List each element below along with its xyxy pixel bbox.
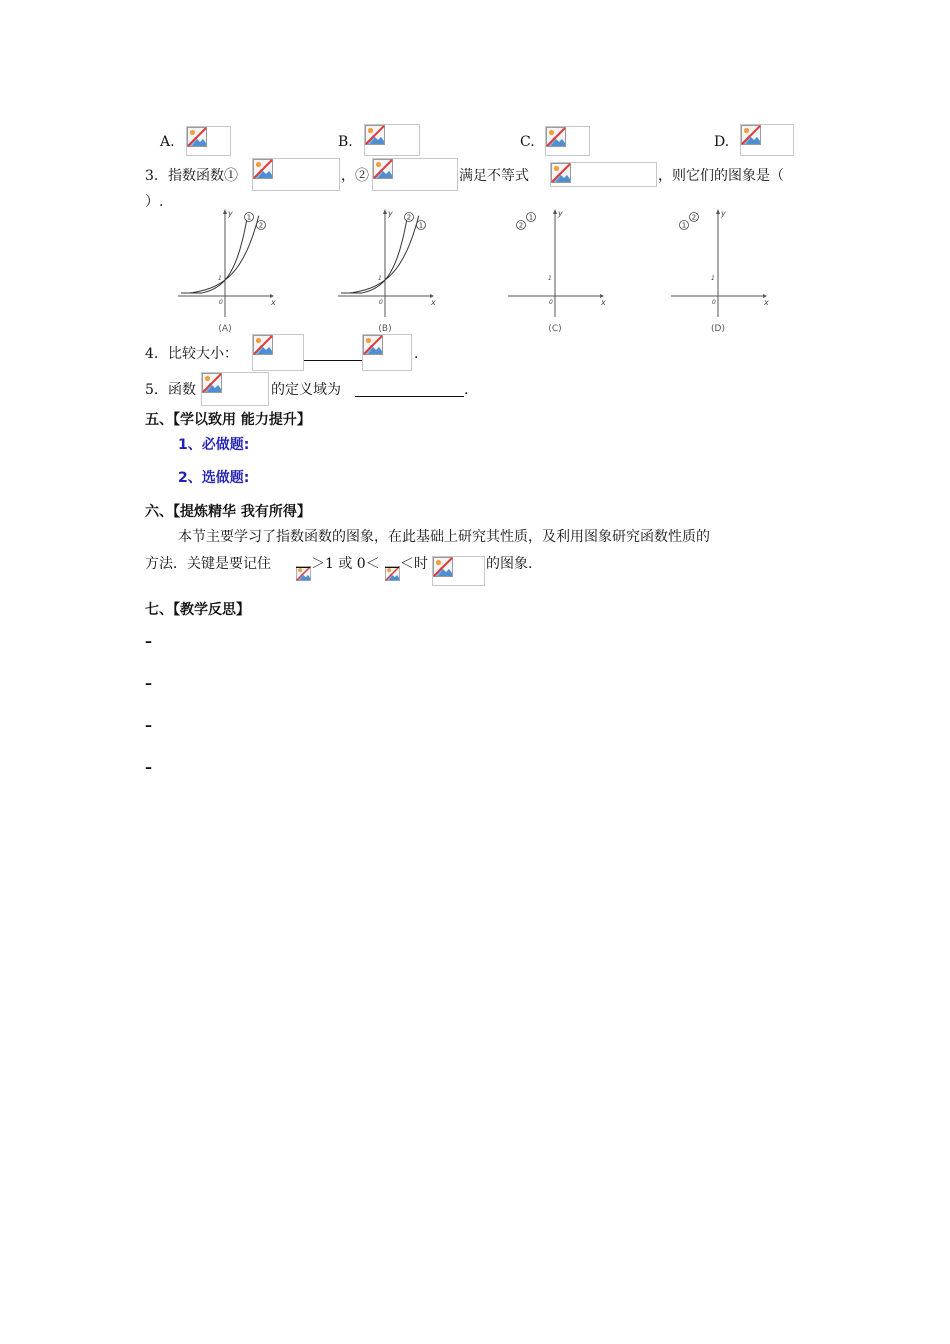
- y-axis-label: y: [388, 209, 393, 218]
- graph-caption: (A): [218, 324, 232, 334]
- one-label: 1: [548, 275, 552, 282]
- q3-text-1: 指数函数①: [168, 168, 238, 184]
- q3-text-3: 满足不等式: [459, 168, 529, 184]
- option-d-label: D.: [714, 134, 730, 150]
- x-axis-label: x: [601, 298, 606, 307]
- reflection-dash-2: –: [145, 676, 152, 692]
- graph-caption: (D): [711, 324, 725, 334]
- curve-tag-label: 1: [418, 221, 424, 230]
- graph-4: [671, 209, 769, 334]
- option-a-label: A.: [160, 134, 175, 150]
- curve-tag-label: 2: [258, 221, 264, 230]
- q4-answer-blank: [304, 360, 362, 361]
- q3-text-2: ，②: [341, 168, 369, 184]
- q3-number: 3.: [145, 168, 159, 184]
- q4-text: 比较大小：: [168, 346, 238, 362]
- section-6-line-2a: 方法．关键是要记住: [145, 556, 271, 572]
- one-label: 1: [711, 275, 715, 282]
- broken-image-icon: [296, 566, 311, 581]
- q4-expr-2-image: [362, 334, 412, 371]
- y-axis-label: y: [228, 209, 233, 218]
- option-d-image: [740, 124, 794, 156]
- broken-image-icon: [202, 373, 222, 393]
- y-axis-arrow: [383, 209, 387, 214]
- reflection-dash-3: –: [145, 718, 152, 734]
- q3-graph-options: [170, 205, 810, 340]
- inline-underline-2: [385, 567, 399, 568]
- curve-steep: [341, 218, 407, 293]
- q4-end: .: [414, 346, 419, 362]
- broken-image-icon: [365, 125, 385, 145]
- broken-image-icon: [433, 557, 453, 577]
- q3-text-4: ，则它们的图象是（: [658, 168, 784, 184]
- option-c-label: C.: [520, 134, 535, 150]
- curve-tag-label: 2: [691, 213, 697, 222]
- section-6-title: 六、【提炼精华 我有所得】: [145, 504, 311, 520]
- section-6-function-image: [432, 556, 485, 586]
- origin-label: 0: [219, 299, 223, 306]
- section-5-item-1: 1、必做题:: [178, 437, 250, 453]
- y-axis-arrow: [553, 209, 557, 214]
- graph-caption: (C): [548, 324, 562, 334]
- graph-2: [338, 209, 436, 334]
- broken-image-icon: [373, 159, 393, 179]
- q5-number: 5.: [145, 382, 159, 398]
- section-6-line-2d: 的图象.: [486, 556, 533, 572]
- option-b-label: B.: [338, 134, 353, 150]
- section-6-line-2c: ＜时: [400, 556, 428, 572]
- origin-label: 0: [549, 299, 553, 306]
- graph-caption: (B): [378, 324, 392, 334]
- broken-image-icon: [546, 127, 566, 147]
- curve-tag-label: 1: [246, 213, 252, 222]
- inline-underline-1: [296, 567, 310, 568]
- broken-image-icon: [741, 125, 761, 145]
- y-axis-arrow: [716, 209, 720, 214]
- q5-text-1: 函数: [168, 382, 196, 398]
- x-axis-label: x: [764, 298, 769, 307]
- y-axis-arrow: [223, 209, 227, 214]
- section-5-title: 五、【学以致用 能力提升】: [145, 412, 311, 428]
- q5-text-2: 的定义域为: [271, 382, 341, 398]
- graph-3: [508, 209, 606, 334]
- x-axis-label: x: [431, 298, 436, 307]
- broken-image-icon: [253, 159, 273, 179]
- option-b-image: [364, 124, 420, 156]
- reflection-dash-4: –: [145, 760, 152, 776]
- x-axis-label: x: [271, 298, 276, 307]
- option-a-image: [186, 126, 231, 156]
- broken-image-icon: [363, 335, 383, 355]
- one-label: 1: [378, 275, 382, 282]
- q4-expr-1-image: [252, 334, 304, 371]
- q4-number: 4.: [145, 346, 159, 362]
- curve-tag-label: 2: [518, 221, 524, 230]
- broken-image-icon: [551, 163, 571, 183]
- one-label: 1: [218, 275, 222, 282]
- reflection-dash-1: –: [145, 634, 152, 650]
- inline-var-image-2: [385, 566, 399, 581]
- section-6-line-1: 本节主要学习了指数函数的图象，在此基础上研究其性质，及利用图象研究函数性质的: [178, 529, 710, 545]
- section-5-item-2: 2、选做题:: [178, 470, 250, 486]
- broken-image-icon: [253, 335, 273, 355]
- q3-function-1-image: [252, 158, 340, 191]
- q3-function-2-image: [372, 158, 458, 191]
- curve-tag-label: 1: [681, 221, 687, 230]
- graph-1: [178, 209, 276, 334]
- broken-image-icon: [187, 127, 207, 147]
- curve-steep: [181, 218, 247, 293]
- q3-inequality-image: [550, 162, 657, 187]
- y-axis-label: y: [558, 209, 563, 218]
- origin-label: 0: [379, 299, 383, 306]
- broken-image-icon: [385, 566, 400, 581]
- origin-label: 0: [712, 299, 716, 306]
- section-6-line-2b: ＞1 或 0＜: [311, 556, 380, 572]
- y-axis-label: y: [721, 209, 726, 218]
- curve-tag-label: 2: [406, 213, 412, 222]
- curve-tag-label: 1: [528, 213, 534, 222]
- option-c-image: [545, 126, 590, 156]
- q5-function-image: [201, 372, 269, 406]
- section-7-title: 七、【教学反思】: [145, 602, 250, 618]
- q5-answer-blank: [355, 396, 464, 397]
- inline-var-image-1: [296, 566, 310, 581]
- q5-end: .: [464, 382, 469, 398]
- q3-text-5: ）.: [145, 194, 164, 210]
